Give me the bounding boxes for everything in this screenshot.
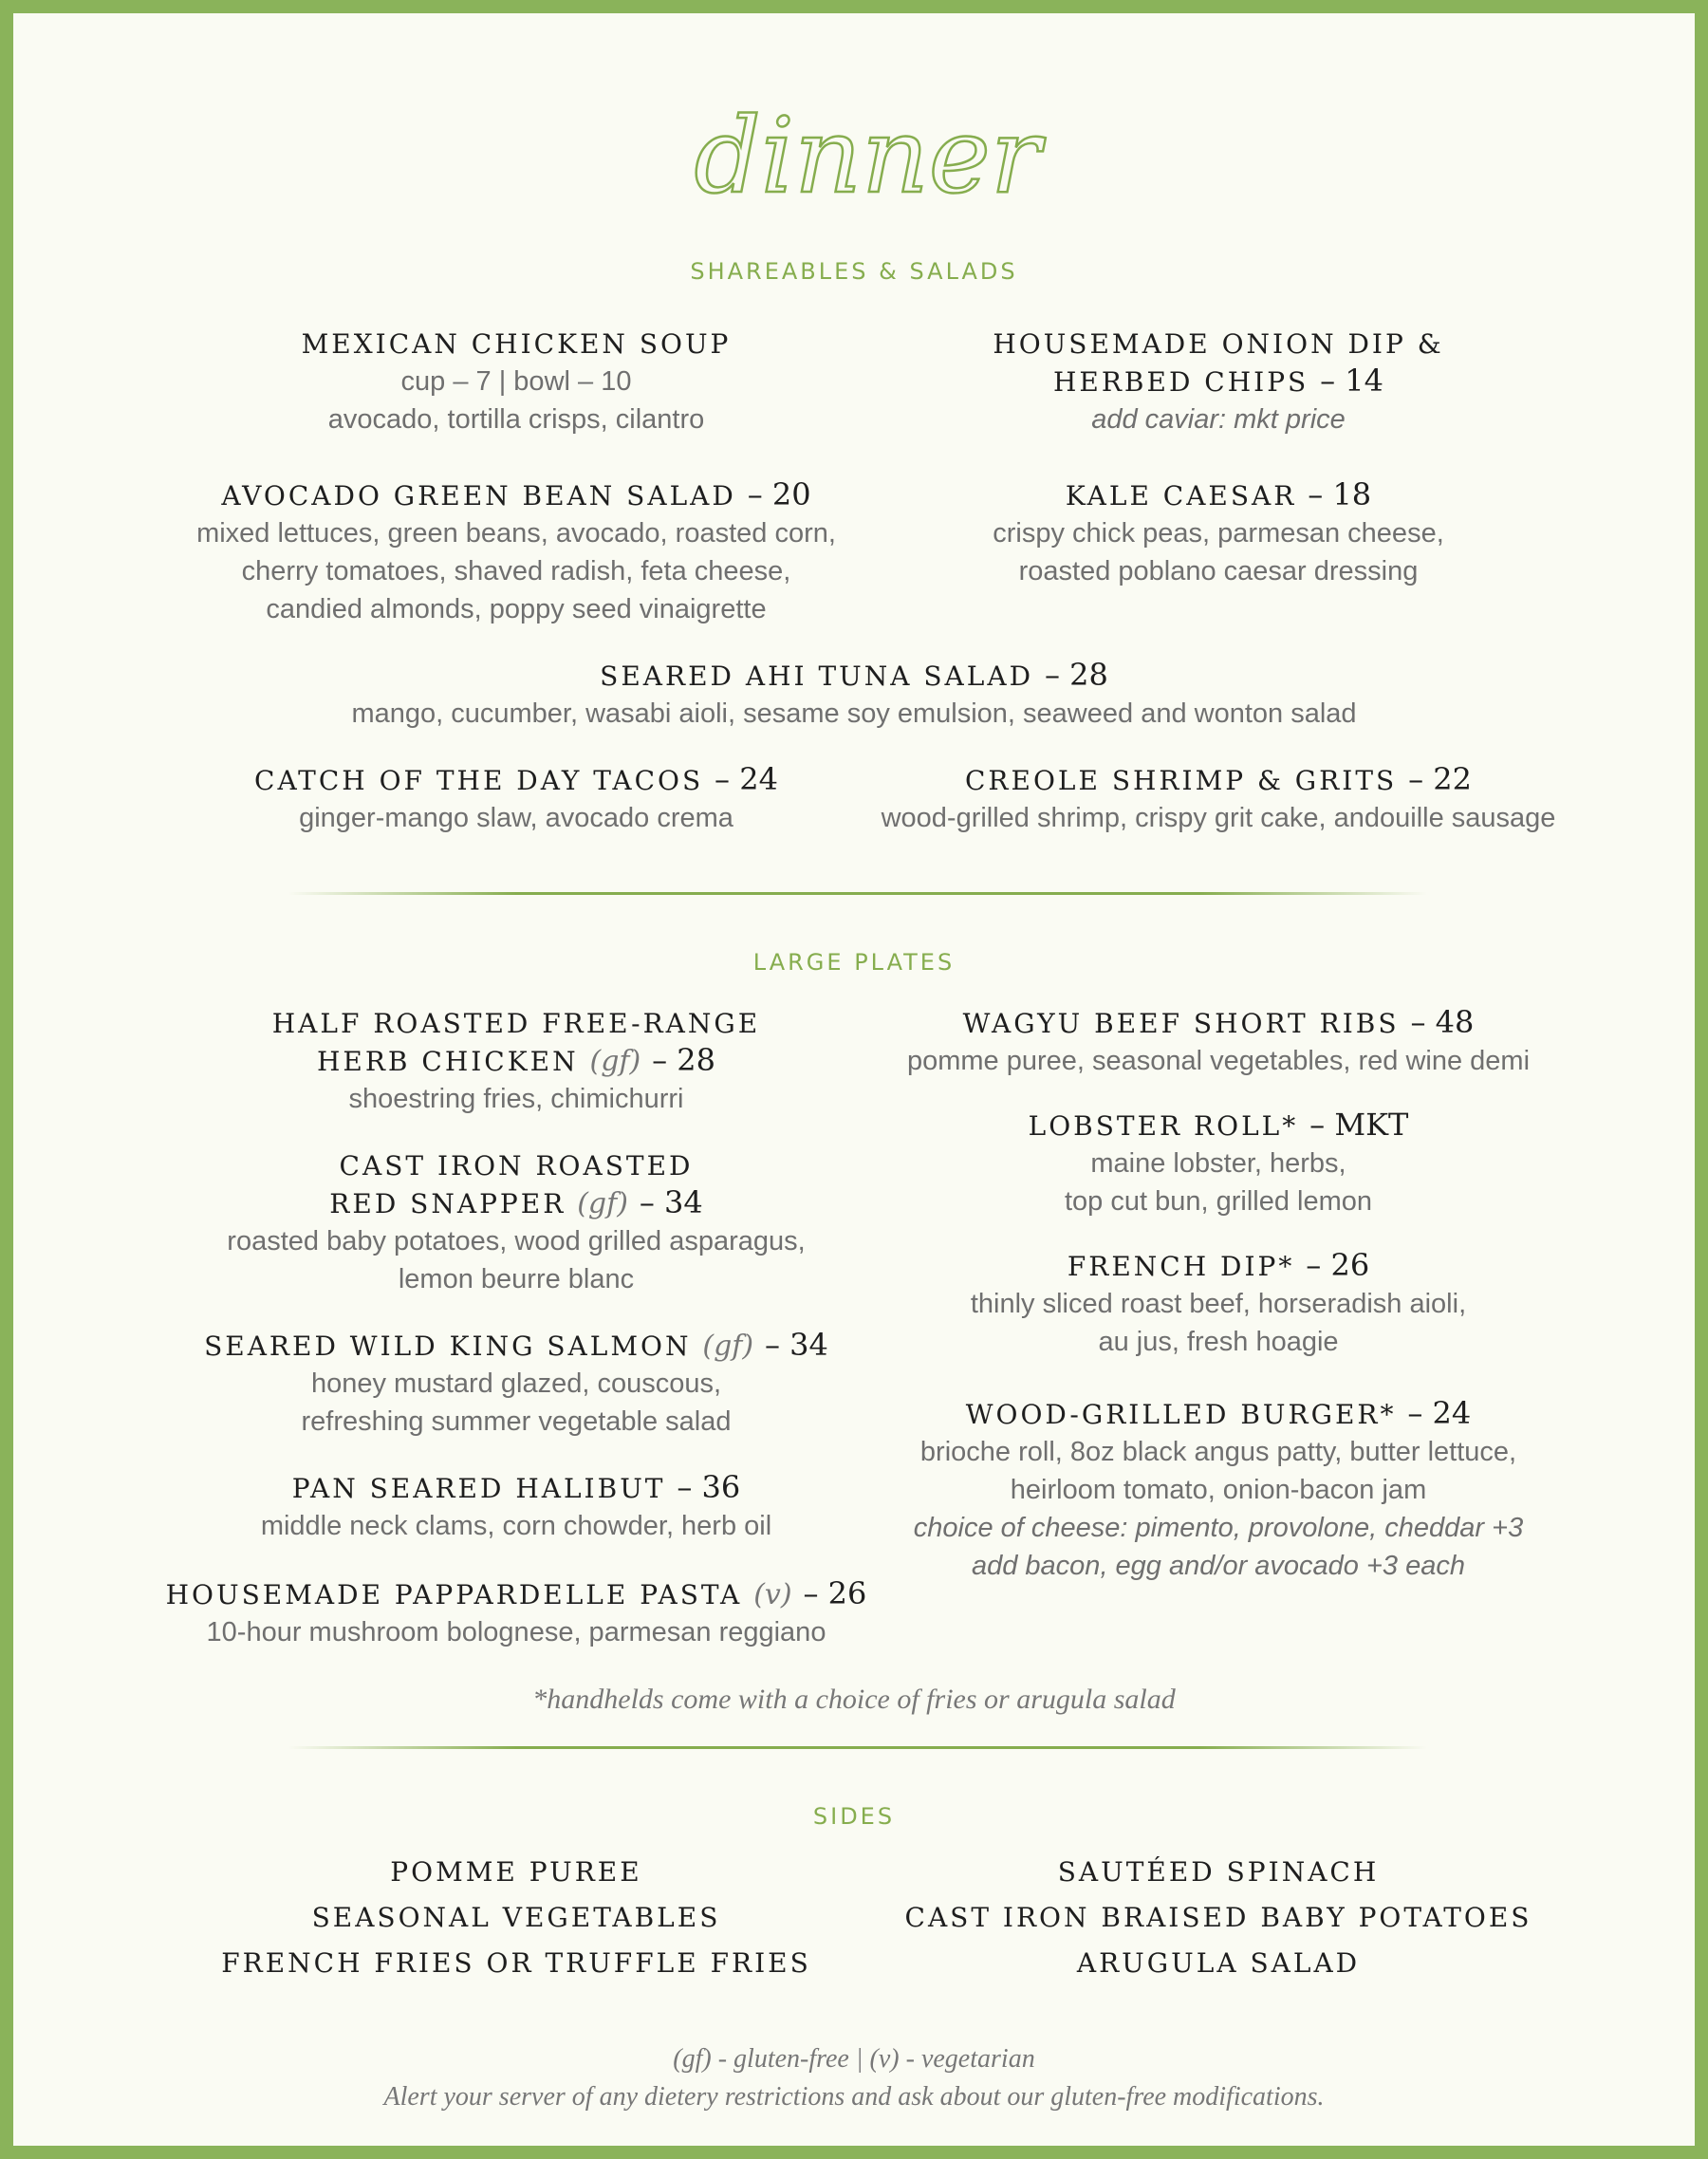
diet-tag: (gf)	[577, 1187, 628, 1220]
item-desc: mixed lettuces, green beans, avocado, roasted corn,	[196, 518, 836, 549]
item-desc: avocado, tortilla crisps, cilantro	[327, 404, 705, 435]
side-item: FRENCH FRIES OR TRUFFLE FRIES	[221, 1947, 811, 1979]
menu-item-herb-chicken	[146, 1006, 886, 1118]
item-desc: add caviar: mkt price	[1091, 404, 1346, 435]
diet-tag: (gf)	[702, 1330, 754, 1363]
item-name: MEXICAN CHICKEN SOUP	[301, 328, 732, 360]
menu-page	[13, 13, 1695, 2146]
menu-item-ahi-tuna-salad	[13, 657, 1695, 733]
item-price: – 48	[1410, 1004, 1475, 1040]
item-price: – 26	[803, 1575, 867, 1611]
menu-item-lobster-roll	[848, 1107, 1588, 1220]
item-desc: thinly sliced roast beef, horseradish aioli,	[970, 1289, 1467, 1319]
item-name: RED SNAPPER (gf) – 34	[329, 1184, 703, 1220]
side-item: CAST IRON BRAISED BABY POTATOES	[904, 1902, 1532, 1933]
item-desc: au jus, fresh hoagie	[1098, 1327, 1339, 1357]
menu-item-avocado-salad	[146, 476, 886, 628]
section-title-shareables: SHAREABLES & SALADS	[690, 258, 1018, 285]
item-desc: pomme puree, seasonal vegetables, red wine demi	[906, 1046, 1531, 1076]
item-desc: lemon beurre blanc	[398, 1264, 635, 1294]
item-name: KALE CAESAR – 18	[1065, 476, 1372, 512]
item-name: CREOLE SHRIMP & GRITS – 22	[965, 761, 1472, 797]
item-desc: wood-grilled shrimp, crispy grit cake, andouille sausage	[881, 803, 1556, 833]
item-name: CAST IRON ROASTED	[339, 1150, 694, 1182]
side-item: ARUGULA SALAD	[1076, 1947, 1361, 1979]
item-name: AVOCADO GREEN BEAN SALAD – 20	[221, 476, 811, 512]
item-desc: add bacon, egg and/or avocado +3 each	[971, 1551, 1465, 1581]
item-price: – 34	[765, 1327, 828, 1363]
item-price: – 34	[639, 1184, 703, 1220]
item-desc: maine lobster, herbs,	[1090, 1148, 1346, 1179]
menu-item-fish-tacos	[146, 761, 886, 837]
item-price: – 28	[1044, 657, 1108, 693]
diet-legend: (gf) - gluten-free | (v) - vegetarian	[673, 2044, 1035, 2074]
section-divider	[288, 892, 1427, 895]
item-name: LOBSTER ROLL* – MKT	[1028, 1107, 1409, 1143]
item-name: PAN SEARED HALIBUT – 36	[291, 1469, 741, 1505]
item-desc: crispy chick peas, parmesan cheese,	[993, 518, 1444, 549]
section-title-sides: SIDES	[812, 1803, 896, 1830]
item-name: CATCH OF THE DAY TACOS – 24	[254, 761, 778, 797]
item-desc: middle neck clams, corn chowder, herb oil	[260, 1511, 772, 1541]
diet-tag: (v)	[753, 1578, 792, 1611]
menu-item-king-salmon	[146, 1327, 886, 1441]
item-desc: shoestring fries, chimichurri	[348, 1084, 684, 1114]
item-name: WAGYU BEEF SHORT RIBS – 48	[962, 1004, 1475, 1040]
side-item: SAUTÉED SPINACH	[1057, 1856, 1380, 1888]
item-price: – 14	[1320, 363, 1384, 399]
item-desc: 10-hour mushroom bolognese, parmesan reggiano	[206, 1617, 826, 1647]
menu-item-red-snapper	[146, 1148, 886, 1298]
item-name: HERBED CHIPS – 14	[1052, 363, 1384, 399]
item-desc: honey mustard glazed, couscous,	[310, 1368, 722, 1399]
item-desc: roasted poblano caesar dressing	[1018, 556, 1419, 586]
item-desc: refreshing summer vegetable salad	[301, 1406, 732, 1437]
item-price: – 22	[1408, 761, 1472, 797]
item-name: HOUSEMADE PAPPARDELLE PASTA (v) – 26	[165, 1575, 867, 1611]
menu-item-onion-dip	[848, 326, 1588, 438]
item-name: SEARED WILD KING SALMON (gf) – 34	[204, 1327, 828, 1363]
section-divider	[288, 1746, 1427, 1749]
item-price: – 26	[1306, 1247, 1370, 1283]
item-name: HOUSEMADE ONION DIP &	[993, 328, 1444, 360]
item-desc: top cut bun, grilled lemon	[1064, 1186, 1373, 1217]
item-price: – 18	[1308, 476, 1372, 512]
dinner-logo	[678, 87, 1057, 230]
item-name: SEARED AHI TUNA SALAD – 28	[600, 657, 1108, 693]
item-name: WOOD-GRILLED BURGER* – 24	[965, 1395, 1472, 1431]
item-price: – 36	[677, 1469, 741, 1505]
item-price: – MKT	[1309, 1107, 1409, 1143]
item-desc: candied almonds, poppy seed vinaigrette	[266, 594, 767, 624]
dinner-script-logo	[678, 87, 1057, 230]
side-item: SEASONAL VEGETABLES	[311, 1902, 721, 1933]
item-desc: choice of cheese: pimento, provolone, cheddar +3	[913, 1513, 1524, 1543]
item-price: – 28	[652, 1042, 716, 1078]
item-desc: mango, cucumber, wasabi aioli, sesame soy emulsion, seaweed and wonton salad	[351, 698, 1357, 729]
menu-item-french-dip	[848, 1247, 1588, 1361]
diet-tag: (gf)	[589, 1045, 641, 1078]
item-desc: roasted baby potatoes, wood grilled asparagus,	[227, 1226, 806, 1256]
item-desc: heirloom tomato, onion-bacon jam	[1010, 1475, 1427, 1505]
menu-item-kale-caesar	[848, 476, 1588, 590]
item-desc: brioche roll, 8oz black angus patty, butter lettuce,	[919, 1437, 1517, 1467]
menu-item-shrimp-grits	[848, 761, 1588, 837]
side-item: POMME PUREE	[390, 1856, 642, 1888]
item-price: – 24	[1407, 1395, 1472, 1431]
menu-item-short-ribs	[848, 1004, 1588, 1080]
item-price: – 24	[715, 761, 778, 797]
item-desc: ginger-mango slaw, avocado crema	[299, 803, 733, 833]
item-price: – 20	[747, 476, 811, 512]
item-name: HERB CHICKEN (gf) – 28	[316, 1042, 716, 1078]
menu-item-mexican-chicken-soup	[146, 326, 886, 438]
item-desc: cup – 7 | bowl – 10	[400, 366, 632, 397]
section-title-large-plates: LARGE PLATES	[752, 949, 956, 976]
item-desc: cherry tomatoes, shaved radish, feta cheese,	[241, 556, 791, 586]
menu-item-burger	[848, 1395, 1588, 1585]
logo-text: dinner	[694, 95, 1041, 216]
allergy-alert: Alert your server of any dietery restrictions and ask about our gluten-free modifications.	[383, 2082, 1325, 2112]
item-name: FRENCH DIP* – 26	[1067, 1247, 1370, 1283]
handhelds-note: *handhelds come with a choice of fries or arugula salad	[532, 1684, 1176, 1715]
menu-item-halibut	[146, 1469, 886, 1545]
menu-item-pappardelle	[146, 1575, 886, 1651]
item-name: HALF ROASTED FREE-RANGE	[271, 1008, 761, 1039]
